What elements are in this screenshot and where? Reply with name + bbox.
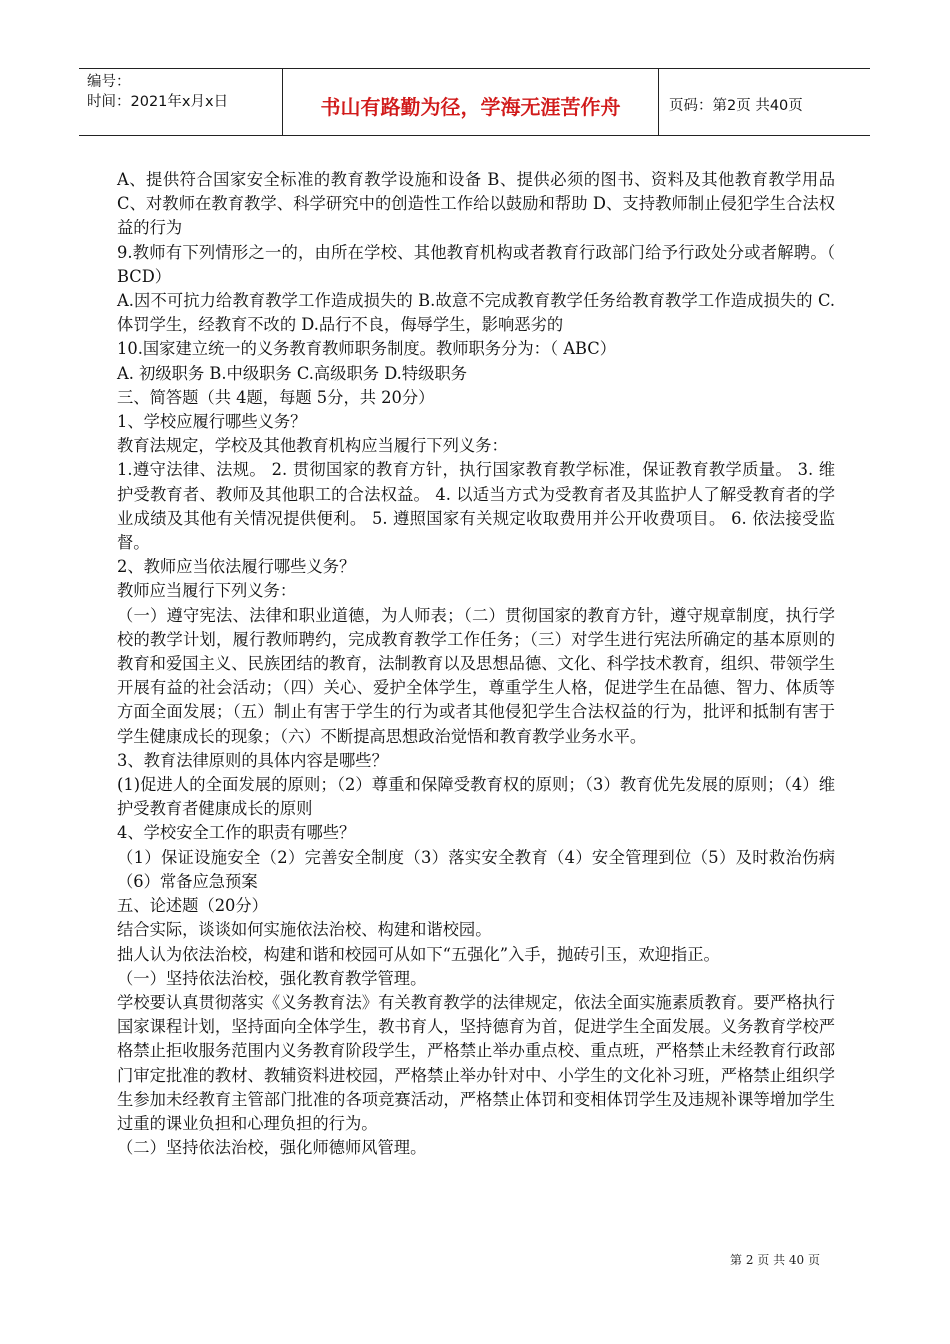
- paragraph: A、提供符合国家安全标准的教育教学设施和设备 B、提供必须的图书、资料及其他教育教学用品 C、对教师在教育教学、科学研究中的创造性工作给以鼓励和帮助 D、支持教师制止侵犯学生合法权益的行为: [117, 170, 835, 238]
- paragraph: A.因不可抗力给教育教学工作造成损失的 B.故意不完成教育教学任务给教育教学工作造成损失的 C.体罚学生，经教育不改的 D.品行不良，侮辱学生，影响恶劣的: [117, 291, 835, 335]
- header-page-info: 页码：第2页 共40页: [669, 97, 803, 114]
- paragraph: 教育法规定，学校及其他教育机构应当履行下列义务：: [117, 436, 508, 456]
- document-body: [117, 168, 835, 1160]
- paragraph: 10.国家建立统一的义务教育教师职务制度。教师职务分为：（ ABC）: [117, 339, 617, 359]
- page-header: [79, 68, 870, 136]
- question-heading: 4、学校安全工作的职责有哪些？: [117, 823, 356, 843]
- header-motto: 书山有路勤为径，学海无涯苦作舟: [283, 69, 659, 135]
- paragraph: 教师应当履行下列义务：: [117, 581, 297, 601]
- question-heading: 1、学校应履行哪些义务？: [117, 412, 307, 432]
- paragraph: 9.教师有下列情形之一的，由所在学校、其他教育机构或者教育行政部门给予行政处分或者解聘。（ BCD）: [117, 242, 835, 286]
- section-heading: 三、简答题（共 4题，每题 5分，共 20分）: [117, 387, 435, 407]
- paragraph: 学校要认真贯彻落实《义务教育法》有关教育教学的法律规定，依法全面实施素质教育。要严格执行国家课程计划，坚持面向全体学生，教书育人，坚持德育为首，促进学生全面发展。义务教育学校严格禁止拒收服务范围内义务教育阶段学生，严格禁止举办重点校、重点班，严格禁止未经教育行政部门审定批准的教材、教辅资料进校园，严格禁止举办针对中、小学生的文化补习班，严格禁止组织学生参加未经教育主管部门批准的各项竞赛活动，严格禁止体罚和变相体罚学生及违规补课等增加学生过重的课业负担和心理负担的行为。: [117, 992, 835, 1133]
- subsection-heading: （二）坚持依法治校，强化师德师风管理。: [117, 1138, 427, 1158]
- document-number-label: 编号：: [87, 74, 131, 90]
- paragraph: （1）保证设施安全（2）完善安全制度（3）落实安全教育（4）安全管理到位（5）及时救治伤病（6）常备应急预案: [117, 847, 835, 891]
- subsection-heading: （一）坚持依法治校，强化教育教学管理。: [117, 968, 427, 988]
- paragraph: 1.遵守法律、法规。 2. 贯彻国家的教育方针，执行国家教育教学标准，保证教育教学质量。 3. 维护受教育者、教师及其他职工的合法权益。 4. 以适当方式为受教育者及其监护人了解受教育者的学业成绩及其他有关情况提供便利。 5. 遵照国家有关规定收取费用并公开收费项目。 6. 依法接受监督。: [117, 460, 835, 553]
- paragraph: (1)促进人的全面发展的原则；（2）尊重和保障受教育权的原则；（3）教育优先发展的原则；（4）维护受教育者健康成长的原则: [117, 775, 835, 819]
- header-meta: [79, 69, 283, 135]
- section-heading: 五、论述题（20分）: [117, 896, 268, 916]
- page-footer: 第 2 页 共 40 页: [730, 1253, 820, 1267]
- paragraph: 结合实际，谈谈如何实施依法治校、构建和谐校园。: [117, 920, 492, 940]
- paragraph: A. 初级职务 B.中级职务 C.高级职务 D.特级职务: [117, 363, 467, 383]
- paragraph: （一）遵守宪法、法律和职业道德，为人师表；（二）贯彻国家的教育方针，遵守规章制度，执行学校的教学计划，履行教师聘约，完成教育教学工作任务；（三）对学生进行宪法所确定的基本原则的教育和爱国主义、民族团结的教育，法制教育以及思想品德、文化、科学技术教育，组织、带领学生开展有益的社会活动；（四）关心、爱护全体学生，尊重学生人格，促进学生在品德、智力、体质等方面全面发展；（五）制止有害于学生的行为或者其他侵犯学生合法权益的行为，批评和抵制有害于学生健康成长的现象；（六）不断提高思想政治觉悟和教育教学业务水平。: [117, 605, 835, 746]
- question-heading: 3、教育法律原则的具体内容是哪些？: [117, 750, 388, 770]
- paragraph: 拙人认为依法治校，构建和谐和校园可从如下“五强化”入手，抛砖引玉，欢迎指正。: [117, 944, 720, 964]
- document-time-label: 时间：2021年x月x日: [87, 94, 229, 110]
- question-heading: 2、教师应当依法履行哪些义务？: [117, 557, 356, 577]
